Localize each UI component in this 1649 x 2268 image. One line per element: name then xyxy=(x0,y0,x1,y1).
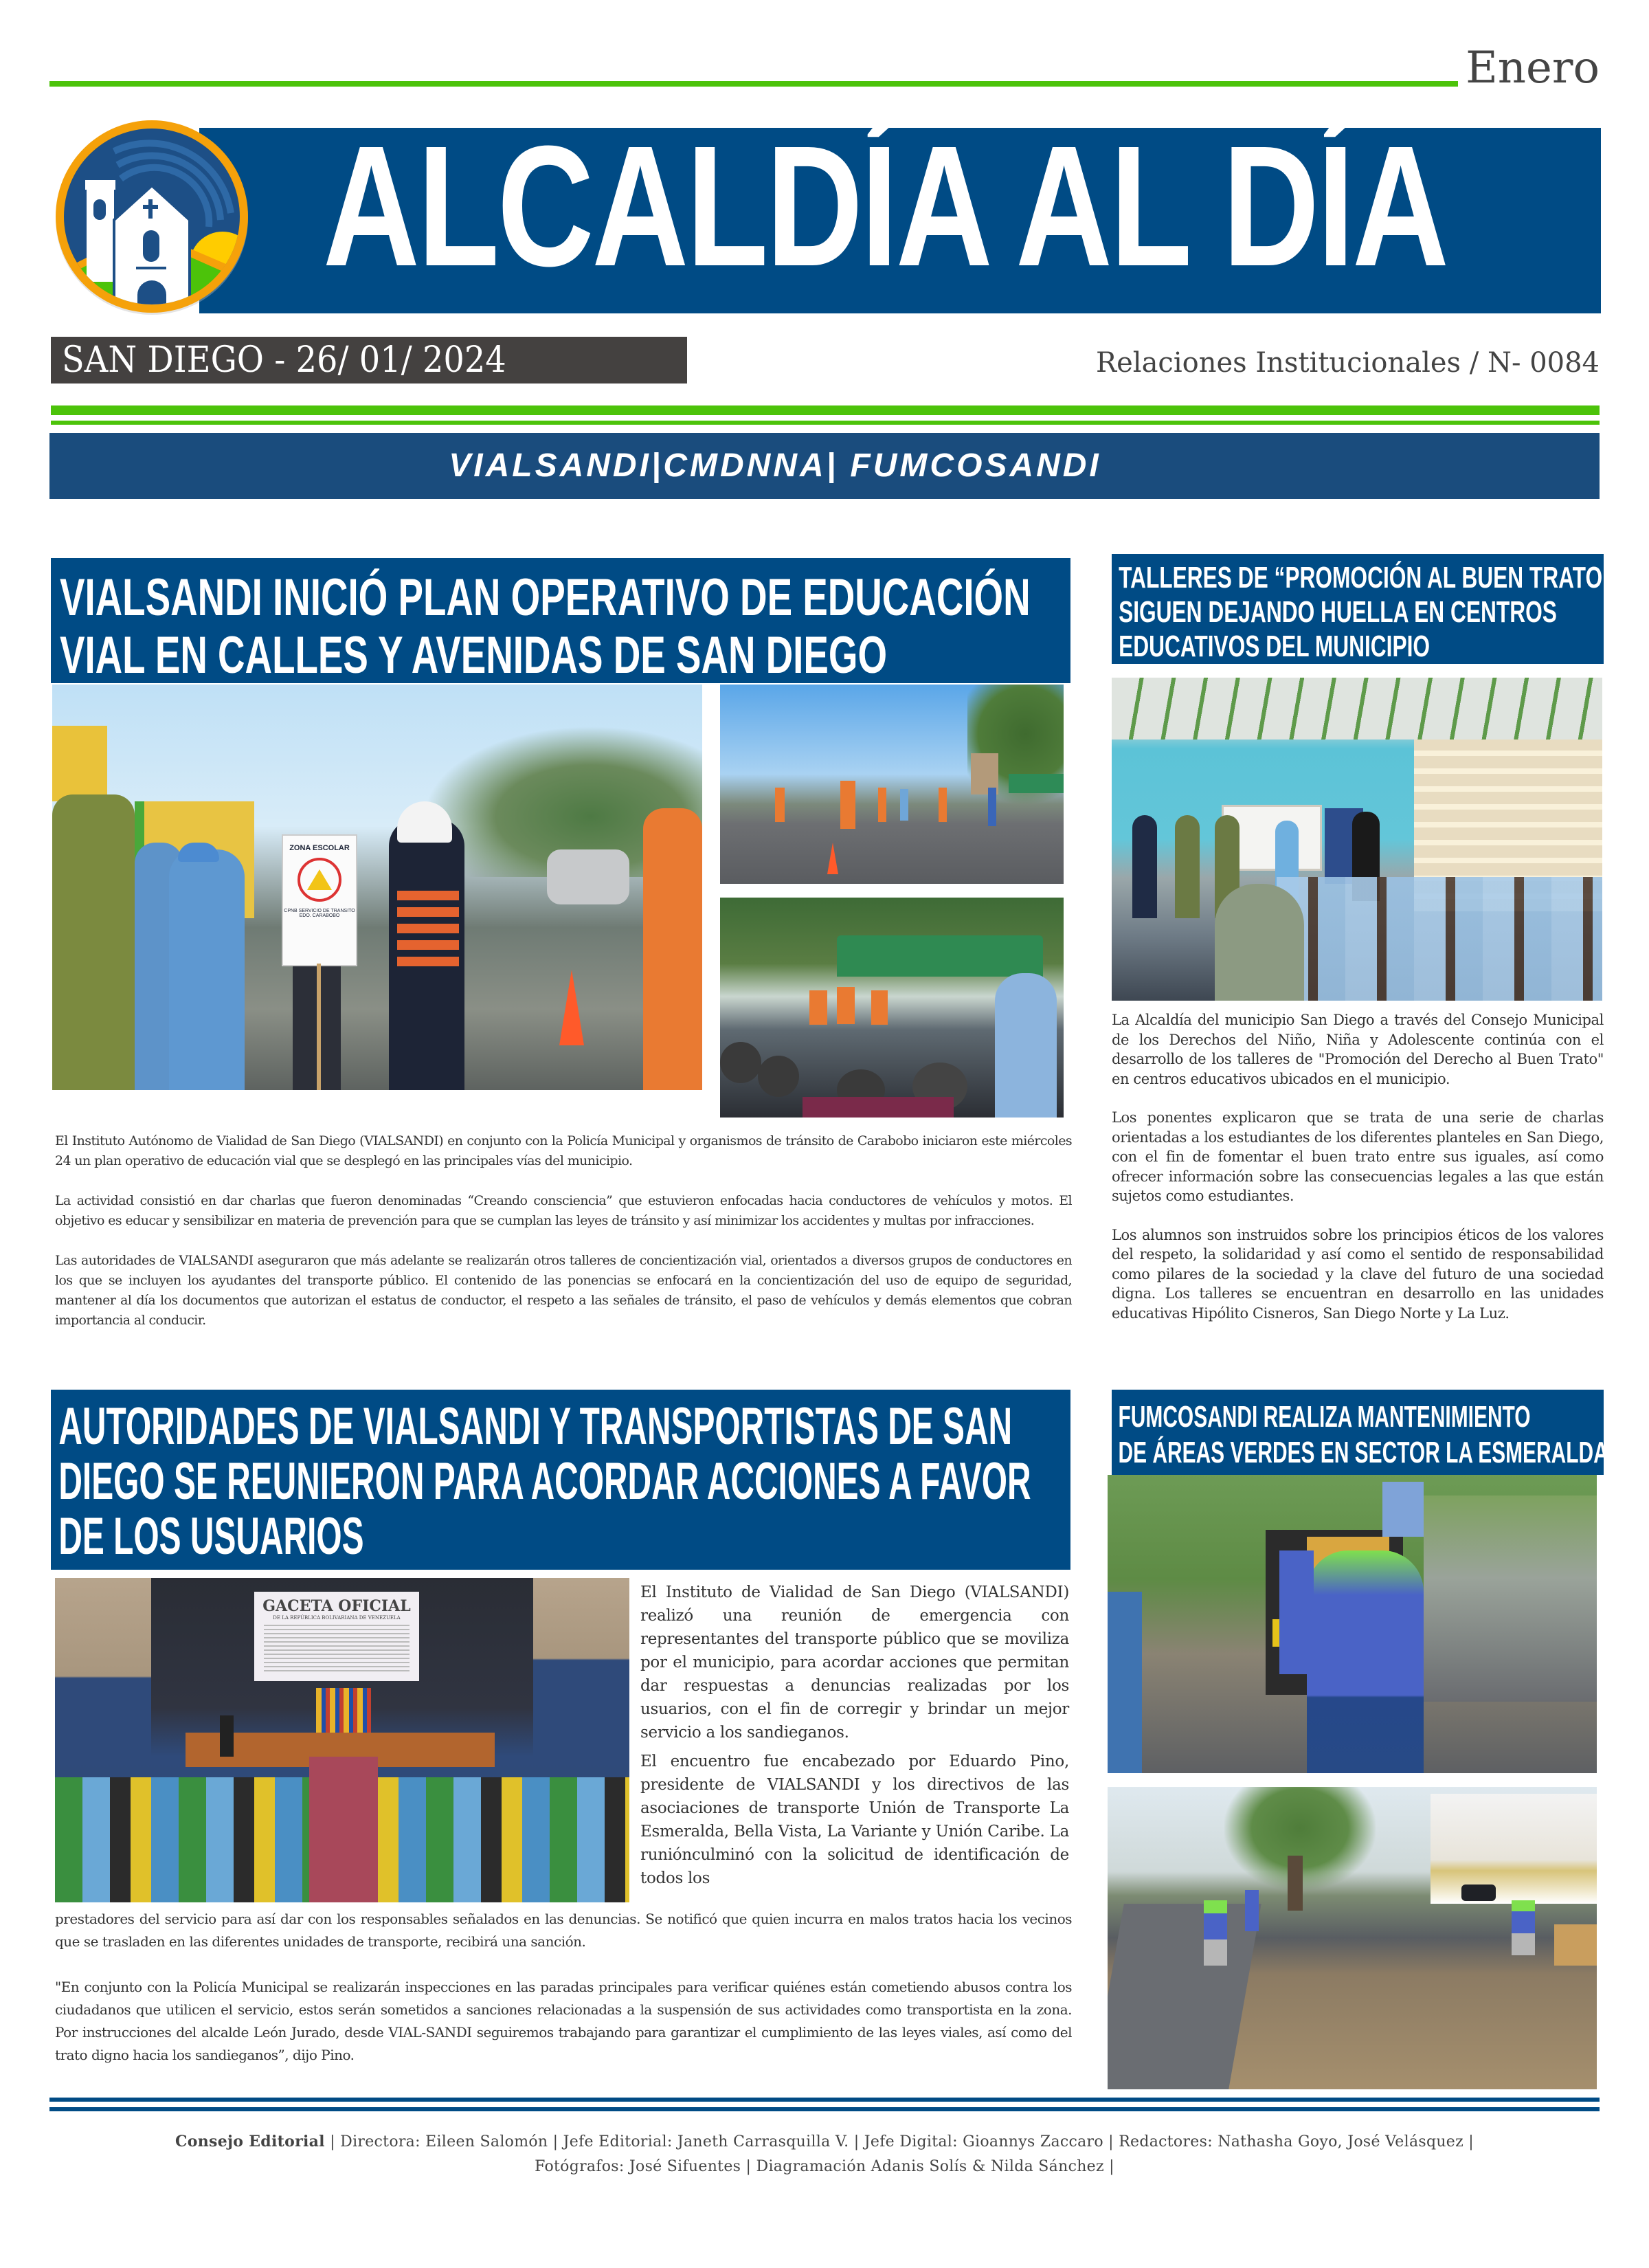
credits-line-1 xyxy=(0,2129,1649,2155)
podium xyxy=(220,1715,234,1757)
officer-orange-vest xyxy=(643,808,702,1090)
headline-line: FUMCOSANDI REALIZA MANTENIMIENTO xyxy=(1118,1400,1531,1434)
officer xyxy=(775,788,785,822)
paragraph: El encuentro fue encabezado por Eduardo Pino, presidente de VIALSANDI y los directivos de las asociaciones de transporte Unión de Transporte La Esmeralda, Bella Vista, La Variante y Unión Caribe. La runiónculminó con la solicitud de identificación de todos los xyxy=(640,1753,1069,1887)
green-tent xyxy=(837,935,1043,977)
traffic-cone xyxy=(559,970,584,1045)
credits-line-2: Fotógrafos: José Sifuentes | Diagramación Adanis Solís & Nilda Sánchez | xyxy=(535,2158,1114,2175)
warning-circle xyxy=(298,858,341,902)
sign-caption-2: EDO. CARABOBO xyxy=(299,913,340,918)
photo-auditorio-reunion xyxy=(55,1578,629,1902)
person xyxy=(988,788,996,826)
officer xyxy=(840,781,855,829)
worker xyxy=(1245,1890,1259,1931)
alcaldia-logo xyxy=(52,117,251,316)
officer-left xyxy=(52,794,135,1090)
paragraph: La Alcaldía del municipio San Diego a través del Consejo Municipal de los Derechos del Niño, Niña y Adolescente continúa con el desarrollo de los talleres de "Promoción del Derecho al Buen Trato" en centros educativos ubicados en el municipio. xyxy=(1112,1012,1604,1087)
headline-line: AUTORIDADES DE VIALSANDI Y TRANSPORTISTAS DE SAN xyxy=(58,1397,1013,1456)
church-logo-icon xyxy=(52,117,251,316)
right-wall xyxy=(533,1578,629,1757)
headline-line: VIALSANDI INICIÓ PLAN OPERATIVO DE EDUCACIÓN xyxy=(59,568,1031,627)
paragraph: Los ponentes explicaron que se trata de una serie de charlas orientadas a los estudiantes de los diferentes planteles en San Diego, con el fin de fomentar el buen trato entre sus iguales, así como ofrecer información sobre las consecuencias legales a las que están sujetos como estudiantes. xyxy=(1112,1109,1604,1204)
article-body-transportistas-side xyxy=(640,1581,1069,1895)
paragraph: El Instituto Autónomo de Vialidad de San Diego (VIALSANDI) en conjunto con la Policía Municipal y organismos de tránsito de Carabobo iniciaron este miércoles 24 un plan operativo de educación vial que se desplegó en las principales vías del municipio. xyxy=(55,1133,1072,1168)
headline-line: DE LOS USUARIOS xyxy=(58,1507,364,1566)
left-wall xyxy=(55,1578,151,1757)
footer-rule-bottom xyxy=(49,2107,1600,2111)
photo-operativo-avenida xyxy=(720,685,1064,884)
article-body-buen-trato xyxy=(1112,1010,1604,1342)
photo-mantenimiento-camion xyxy=(1108,1475,1597,1773)
photo-mantenimiento-isla xyxy=(1108,1787,1597,2089)
worker-left xyxy=(1108,1592,1142,1773)
headline-vialsandi-plan xyxy=(51,558,1070,683)
wheelbarrow xyxy=(1554,1924,1597,1966)
paragraph: La actividad consistió en dar charlas que fueron denominadas “Creando consciencia” que estuvieron enfocadas hacia conductores de vehículos y motos. El objetivo es educar y sensibilizar en materia de prevención para que se cumplan las leyes de tránsito y así minimizar los accidentes y multas por infracciones. xyxy=(55,1193,1072,1228)
houses xyxy=(1431,1794,1597,1904)
screen-text-lines xyxy=(264,1625,410,1673)
headline-buen-trato xyxy=(1112,554,1613,664)
headline-fumcosandi xyxy=(1112,1390,1608,1475)
officer xyxy=(1132,815,1157,918)
students xyxy=(1277,877,1602,1001)
paragraph: Las autoridades de VIALSANDI aseguraron que más adelante se realizarán otros talleres de concientización vial, orientados a diversos grupos de conductores en los que se incluyen los ayudantes del transporte público. El contenido de las ponencias se enfocará en la concientización del uso de equipo de seguridad, mantener al día los documentos que autorizan el estatus de conductor, el respeto a las señales de tránsito, el paso de vehículos y demás elementos que cobran importancia al conducir. xyxy=(55,1253,1072,1328)
helmet xyxy=(758,1056,799,1097)
sign-caption: CPNB SERVICIO DE TRANSITO xyxy=(284,909,355,913)
worker-on-truck xyxy=(1382,1482,1424,1537)
issue-number: Relaciones Institucionales / N- 0084 xyxy=(1096,347,1600,379)
road xyxy=(1108,1904,1261,2089)
blue-cap xyxy=(178,843,219,862)
paragraph: "En conjunto con la Policía Municipal se realizarán inspecciones en las paradas principales para verificar quiénes están cometiendo abusos contra los ciudadanos que utilicen el servicio, estos serán sometidos a sanciones relacionadas a la suspensión de sus actividades como transportista en la zona. Por instrucciones del alcalde León Jurado, desde VIAL-SANDI seguiremos trabajando para garantizar el cumplimiento de las leyes viales, así como del trato digno hacia los sandieganos”, dijo Pino. xyxy=(55,1979,1072,2063)
car xyxy=(1461,1885,1496,1901)
headline-line: VIAL EN CALLES Y AVENIDAS DE SAN DIEGO xyxy=(59,626,888,685)
pharmacy-sign xyxy=(52,726,107,801)
worker-sweeping xyxy=(1204,1900,1227,1966)
person xyxy=(900,789,908,821)
location-date: SAN DIEGO - 26/ 01/ 2024 xyxy=(62,340,506,381)
man-blue-shirt xyxy=(995,973,1057,1118)
person-back xyxy=(803,1097,954,1118)
officer xyxy=(878,788,886,822)
headline-line: EDUCATIVOS DEL MUNICIPIO xyxy=(1119,630,1431,663)
student-green-sweater xyxy=(1215,884,1304,1001)
worker xyxy=(1279,1550,1314,1674)
traffic-cone xyxy=(827,843,838,874)
photo-zona-escolar xyxy=(52,685,702,1090)
green-rule-thick xyxy=(51,405,1600,415)
screen-title: GACETA OFICIAL xyxy=(262,1597,411,1615)
officer xyxy=(871,990,888,1025)
green-rule-thin xyxy=(51,421,1600,425)
newspaper-title: ALCALDÍA AL DÍA xyxy=(323,110,1447,302)
screen-subtitle: DE LA REPÚBLICA BOLIVARIANA DE VENEZUELA xyxy=(273,1615,401,1621)
school-warning-icon xyxy=(307,869,332,890)
headline-line: TALLERES DE “PROMOCIÓN AL BUEN TRATO” xyxy=(1119,561,1613,594)
sign-title: ZONA ESCOLAR xyxy=(289,844,350,852)
green-tent xyxy=(1009,774,1064,793)
tree-trunk xyxy=(1288,1856,1303,1911)
worker-green-blue-uniform xyxy=(1307,1550,1424,1773)
photo-charla-motorizados xyxy=(720,898,1064,1118)
helmet xyxy=(720,1042,761,1083)
roof xyxy=(1112,678,1602,740)
credits-staff: | Directora: Eileen Salomón | Jefe Editorial: Janeth Carrasquilla V. | Jefe Digital: Gioannys Zaccaro | Redactores: Nathasha Goyo, José Velásquez | xyxy=(324,2133,1474,2150)
officer xyxy=(939,788,947,822)
street xyxy=(1424,1496,1597,1702)
article-body-vialsandi-plan xyxy=(55,1131,1072,1350)
paragraph: El Instituto de Vialidad de San Diego (VIALSANDI) realizó una reunión de emergencia con representantes del transporte público que se moviliza por el municipio, para acordar acciones que permitan dar respuestas a denuncias realizadas por los usuarios, con el fin de corregir y brindar un mejor servicio a los sandieganos. xyxy=(640,1583,1069,1742)
worker-sweeping xyxy=(1512,1900,1535,1955)
woman-blue-shirt xyxy=(169,849,245,1090)
top-green-rule xyxy=(49,81,1458,87)
article-body-transportistas-full xyxy=(55,1908,1072,2089)
credits-label: Consejo Editorial xyxy=(175,2133,325,2150)
headline-line: SIGUEN DEJANDO HUELLA EN CENTROS xyxy=(1119,595,1557,629)
issue-month: Enero xyxy=(1466,43,1600,93)
officer xyxy=(837,987,855,1024)
parked-car xyxy=(547,849,629,904)
editorial-credits xyxy=(0,2129,1649,2179)
reflective-vest xyxy=(397,891,459,966)
headline-line: DE ÁREAS VERDES EN SECTOR LA ESMERALDA xyxy=(1118,1436,1608,1469)
footer-rule-top xyxy=(49,2098,1600,2102)
photo-aula-buen-trato xyxy=(1112,678,1602,1001)
flags xyxy=(316,1688,371,1736)
projection-screen xyxy=(254,1592,419,1681)
officer xyxy=(809,990,827,1025)
paragraph: Los alumnos son instruidos sobre los principios éticos de los valores del respeto, la solidaridad y así como el sentido de responsabilidad como pilares de la sociedad y la clave del futuro de una sociedad digna. Los talleres se encuentran en desarrollo en las unidades educativas Hipólito Cisneros, San Diego Norte y La Luz. xyxy=(1112,1226,1604,1322)
school-zone-sign xyxy=(282,834,357,966)
red-carpet-aisle xyxy=(309,1757,378,1902)
paragraph: prestadores del servicio para así dar con los responsables señalados en las denuncias. Se notificó que quien incurra en malos tratos hacia los vecinos que se trasladen en las diferentes unidades de transporte, recibirá una sanción. xyxy=(55,1911,1072,1950)
officer xyxy=(1175,815,1200,918)
sign-post xyxy=(317,964,321,1090)
section-banner-text: VIALSANDI|CMDNNA| FUMCOSANDI xyxy=(449,447,1101,484)
headline-transportistas xyxy=(51,1390,1070,1570)
headline-line: DIEGO SE REUNIERON PARA ACORDAR ACCIONES A FAVOR xyxy=(58,1452,1031,1511)
